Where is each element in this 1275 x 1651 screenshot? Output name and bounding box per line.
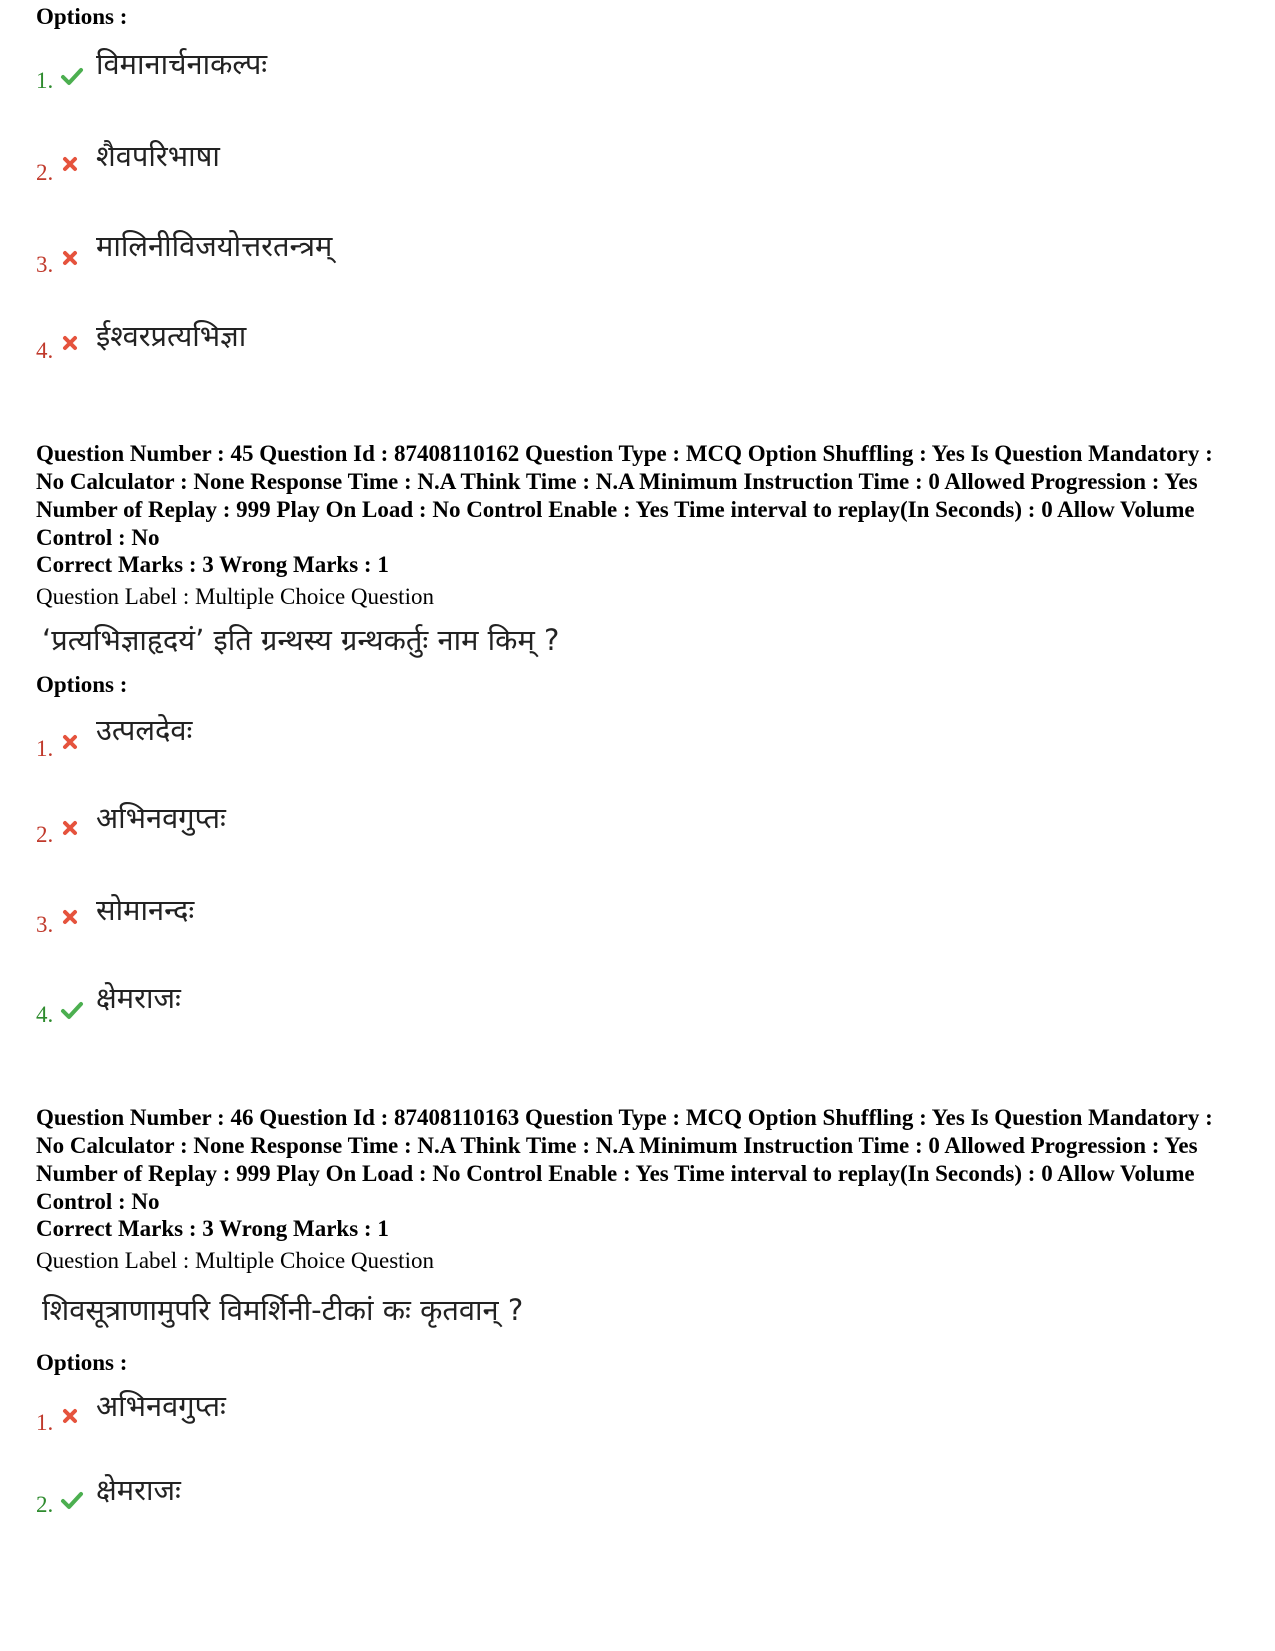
option-text: क्षेमराजः [96, 1473, 181, 1507]
cross-icon [62, 250, 78, 266]
marks-info: Correct Marks : 3 Wrong Marks : 1 [36, 552, 389, 577]
option-number: 1. [36, 68, 54, 93]
option-number: 1. [36, 1410, 54, 1435]
check-icon [60, 64, 84, 88]
option-number: 1. [36, 736, 54, 761]
check-icon [60, 998, 84, 1022]
option-text: अभिनवगुप्तः [96, 1389, 226, 1423]
cross-icon [62, 156, 78, 172]
option-number: 4. [36, 338, 54, 363]
option-text: सोमानन्दः [96, 893, 195, 927]
options-heading: Options : [36, 4, 128, 29]
option-number: 4. [36, 1002, 54, 1027]
option-number: 2. [36, 822, 54, 847]
question-label: Question Label : Multiple Choice Question [36, 584, 434, 609]
cross-icon [62, 335, 78, 351]
check-icon [60, 1488, 84, 1512]
cross-icon [62, 820, 78, 836]
cross-icon [62, 909, 78, 925]
option-text: विमानार्चनाकल्पः [96, 47, 268, 81]
options-heading: Options : [36, 1350, 128, 1375]
option-number: 3. [36, 252, 54, 277]
option-text: क्षेमराजः [96, 981, 181, 1015]
question-text: शिवसूत्राणामुपरि विमर्शिनी-टीकां कः कृतवान् ? [42, 1293, 524, 1327]
marks-info: Correct Marks : 3 Wrong Marks : 1 [36, 1216, 389, 1241]
option-number: 2. [36, 1492, 54, 1517]
cross-icon [62, 734, 78, 750]
question-metadata: Question Number : 45 Question Id : 87408110162 Question Type : MCQ Option Shuffling : Yes Is Question Mandatory : No Calculator : None Response Time : N.A Think Time : N.A Minimum Instruction Time : 0 Allowed Progression : Yes Number of Replay : 999 Play On Load : No Control Enable : Yes Time interval to replay(In Seconds) : 0 Allow Volume Control : No [36, 441, 1213, 550]
cross-icon [62, 1408, 78, 1424]
options-heading: Options : [36, 672, 128, 697]
question-text: ‘प्रत्यभिज्ञाहृदयं’ इति ग्रन्थस्य ग्रन्थकर्तुः नाम किम् ? [42, 623, 560, 657]
question-label: Question Label : Multiple Choice Question [36, 1248, 434, 1273]
option-number: 3. [36, 912, 54, 937]
option-text: अभिनवगुप्तः [96, 801, 226, 835]
question-metadata: Question Number : 46 Question Id : 87408110163 Question Type : MCQ Option Shuffling : Yes Is Question Mandatory : No Calculator : None Response Time : N.A Think Time : N.A Minimum Instruction Time : 0 Allowed Progression : Yes Number of Replay : 999 Play On Load : No Control Enable : Yes Time interval to replay(In Seconds) : 0 Allow Volume Control : No [36, 1105, 1213, 1214]
option-text: ईश्वरप्रत्यभिज्ञा [96, 319, 247, 353]
option-text: उत्पलदेवः [96, 713, 193, 747]
option-number: 2. [36, 160, 54, 185]
option-text: मालिनीविजयोत्तरतन्त्रम् [96, 229, 333, 263]
option-text: शैवपरिभाषा [96, 139, 220, 173]
